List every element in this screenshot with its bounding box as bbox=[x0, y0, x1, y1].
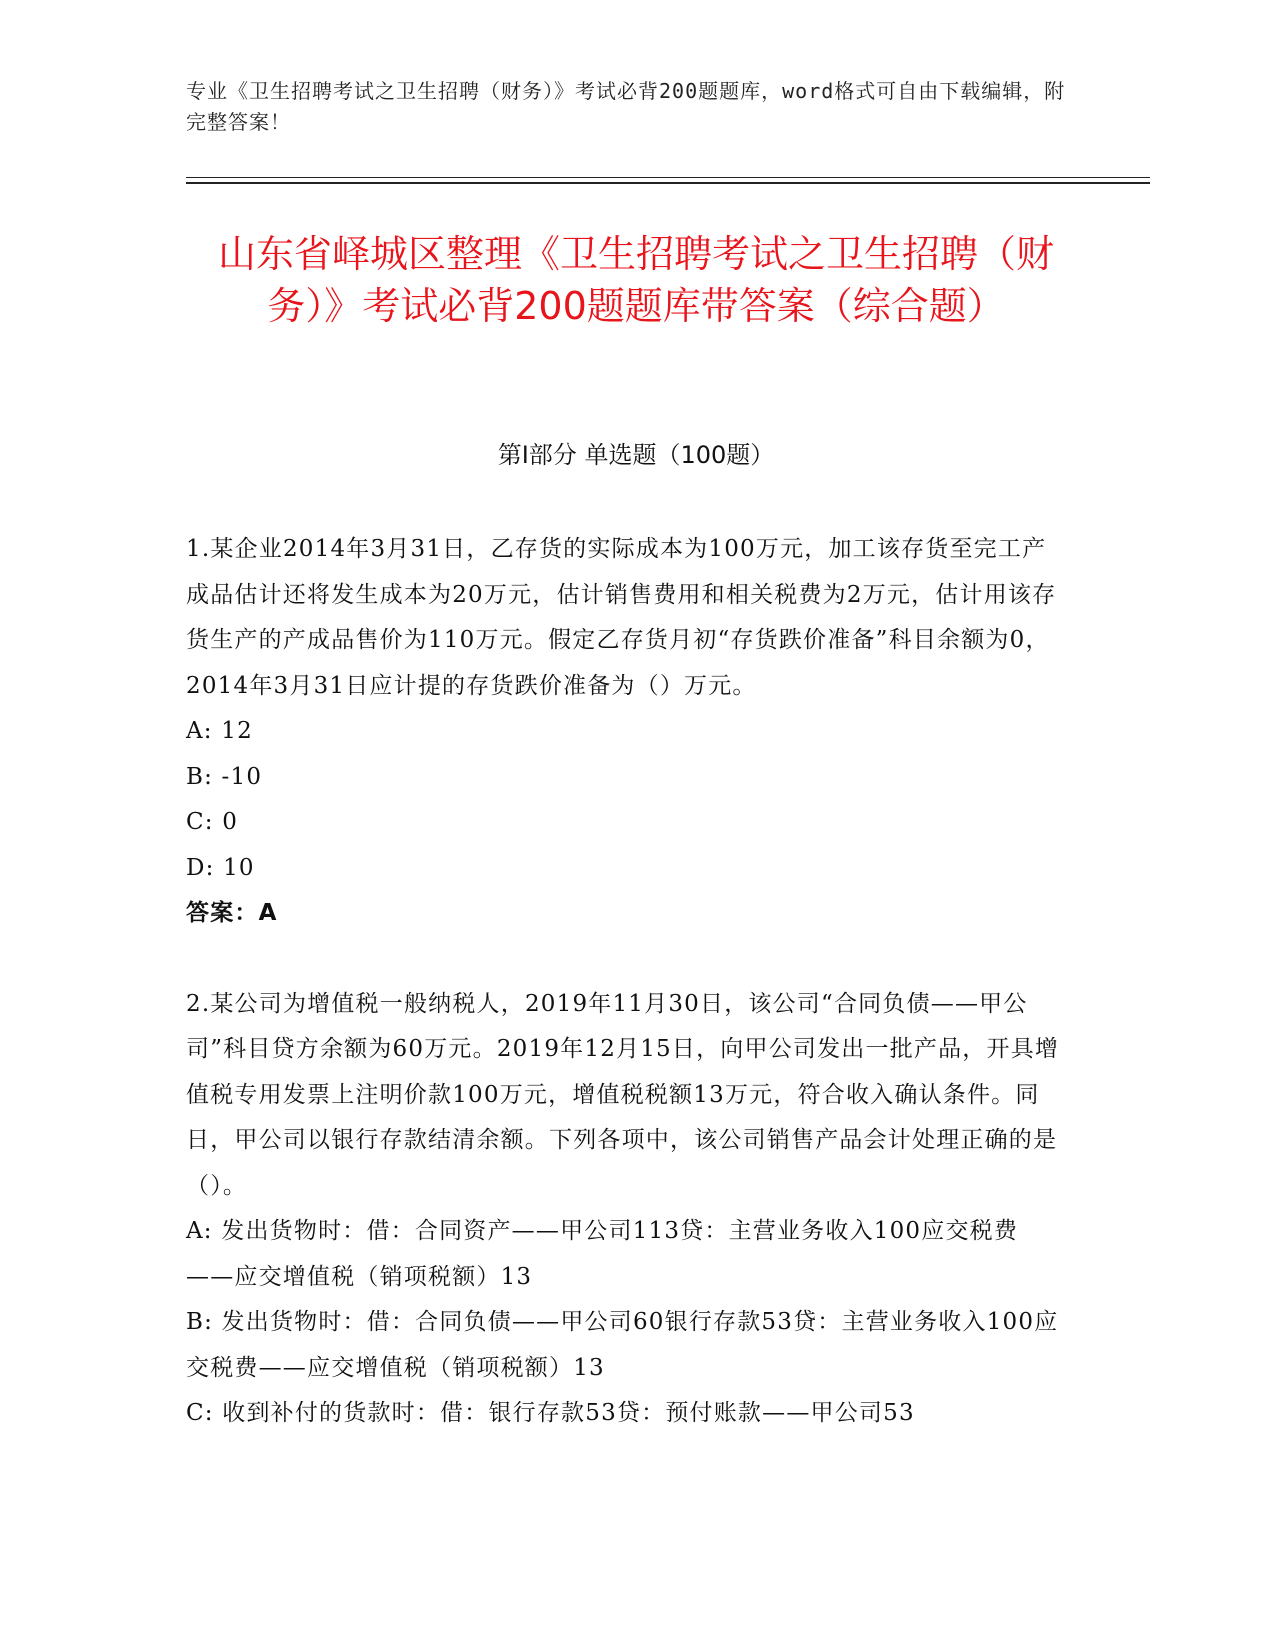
question-item bbox=[186, 527, 1066, 937]
document-title: 山东省峄城区整理《卫生招聘考试之卫生招聘（财务）》考试必背200题题库带答案（综合题） bbox=[217, 232, 1054, 328]
option-c: C: 0 bbox=[186, 809, 239, 835]
question-stem: 1.某企业2014年3月31日，乙存货的实际成本为100万元，加工该存货至完工产成品估计还将发生成本为20万元，估计销售费用和相关税费为2万元，估计用该存货生产的产成品售价为110万元。假定乙存货月初“存货跌价准备”科目余额为0，2014年3月31日应计提的存货跌价准备为（）万元。 bbox=[186, 536, 1057, 699]
section-heading: 第Ⅰ部分 单选题（100题） bbox=[497, 441, 775, 469]
header-divider-thick bbox=[186, 182, 1150, 184]
option-a: A: 12 bbox=[186, 718, 253, 744]
option-b: B: 发出货物时：借：合同负债——甲公司60银行存款53贷：主营业务收入100应交税费——应交增值税（销项税额）13 bbox=[186, 1309, 1059, 1381]
question-list bbox=[186, 527, 1066, 1437]
question-spacer bbox=[186, 937, 1066, 982]
option-a: A: 发出货物时：借：合同资产——甲公司113贷：主营业务收入100应交税费——应交增值税（销项税额）13 bbox=[186, 1218, 1019, 1290]
question-item bbox=[186, 982, 1066, 1437]
option-d: D: 10 bbox=[186, 854, 255, 881]
option-b: B: -10 bbox=[186, 763, 263, 790]
question-stem: 2.某公司为增值税一般纳税人，2019年11月30日，该公司“合同负债——甲公司”科目贷方余额为60万元。2019年12月15日，向甲公司发出一批产品，开具增值税专用发票上注明价款100万元，增值税税额13万元，符合收入确认条件。同日，甲公司以银行存款结清余额。下列各项中，该公司销售产品会计处理正确的是（）。 bbox=[186, 990, 1060, 1199]
answer-line: 答案：A bbox=[186, 900, 278, 926]
header-note: 专业《卫生招聘考试之卫生招聘（财务）》考试必背200题题库，word格式可自由下载编辑，附完整答案！ bbox=[186, 79, 1066, 134]
option-c: C: 收到补付的货款时：借：银行存款53贷：预付账款——甲公司53 bbox=[186, 1400, 915, 1426]
header-divider-thin bbox=[186, 177, 1150, 178]
